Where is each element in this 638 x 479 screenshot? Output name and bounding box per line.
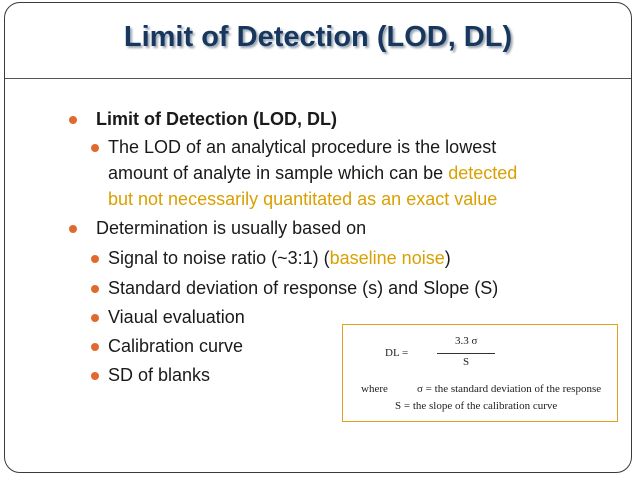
bullet-signal-noise [108, 247, 451, 270]
formula-lhs: DL = [385, 347, 409, 359]
formula-numerator: 3.3 σ [455, 335, 478, 347]
bullet-calibration-curve [108, 335, 243, 358]
title-divider [5, 78, 631, 79]
bullet-determination [96, 217, 366, 240]
bullet-text: The LOD of an analytical procedure is the lowest [108, 137, 497, 157]
bullet-lod-definition-line3 [108, 188, 497, 211]
bullet-text: ) [444, 248, 451, 268]
highlight-text: but not necessarily quantitated as an exact value [108, 189, 498, 209]
highlight-text: baseline noise [329, 248, 445, 268]
bullet-text: Standard deviation of response (s) and Slope (S) [108, 278, 499, 298]
formula-denominator: S [463, 356, 470, 368]
formula-box [342, 324, 618, 422]
bullet-dot-icon [91, 144, 99, 152]
formula-where: where [361, 383, 388, 395]
bullet-dot-icon [91, 343, 99, 351]
formula-def-sigma: σ = the standard deviation of the response [417, 383, 602, 395]
bullet-sd-blanks [108, 364, 210, 387]
bullet-text: Signal to noise ratio (~3:1) ( [108, 248, 330, 268]
bullet-text: amount of analyte in sample which can be [108, 163, 449, 183]
bullet-visual-evaluation [108, 306, 245, 329]
bullet-std-deviation [108, 277, 498, 300]
bullet-text: Limit of Detection (LOD, DL) [96, 109, 337, 129]
bullet-dot-icon [91, 255, 99, 263]
bullet-dot-icon [91, 372, 99, 380]
bullet-lod-definition-line2 [108, 162, 517, 185]
bullet-dot-icon [91, 314, 99, 322]
highlight-text: detected [448, 163, 518, 183]
fraction-bar [437, 353, 495, 354]
formula-def-slope: S = the slope of the calibration curve [395, 400, 558, 412]
bullet-text: Determination is usually based on [96, 218, 367, 238]
bullet-text: Calibration curve [108, 336, 244, 356]
bullet-text: SD of blanks [108, 365, 211, 385]
bullet-lod-heading [96, 108, 337, 131]
bullet-text: Viaual evaluation [108, 307, 245, 327]
bullet-dot-icon [69, 116, 77, 124]
bullet-dot-icon [91, 285, 99, 293]
bullet-dot-icon [69, 225, 77, 233]
bullet-lod-definition [108, 136, 496, 159]
slide-title: Limit of Detection (LOD, DL) [123, 21, 513, 53]
